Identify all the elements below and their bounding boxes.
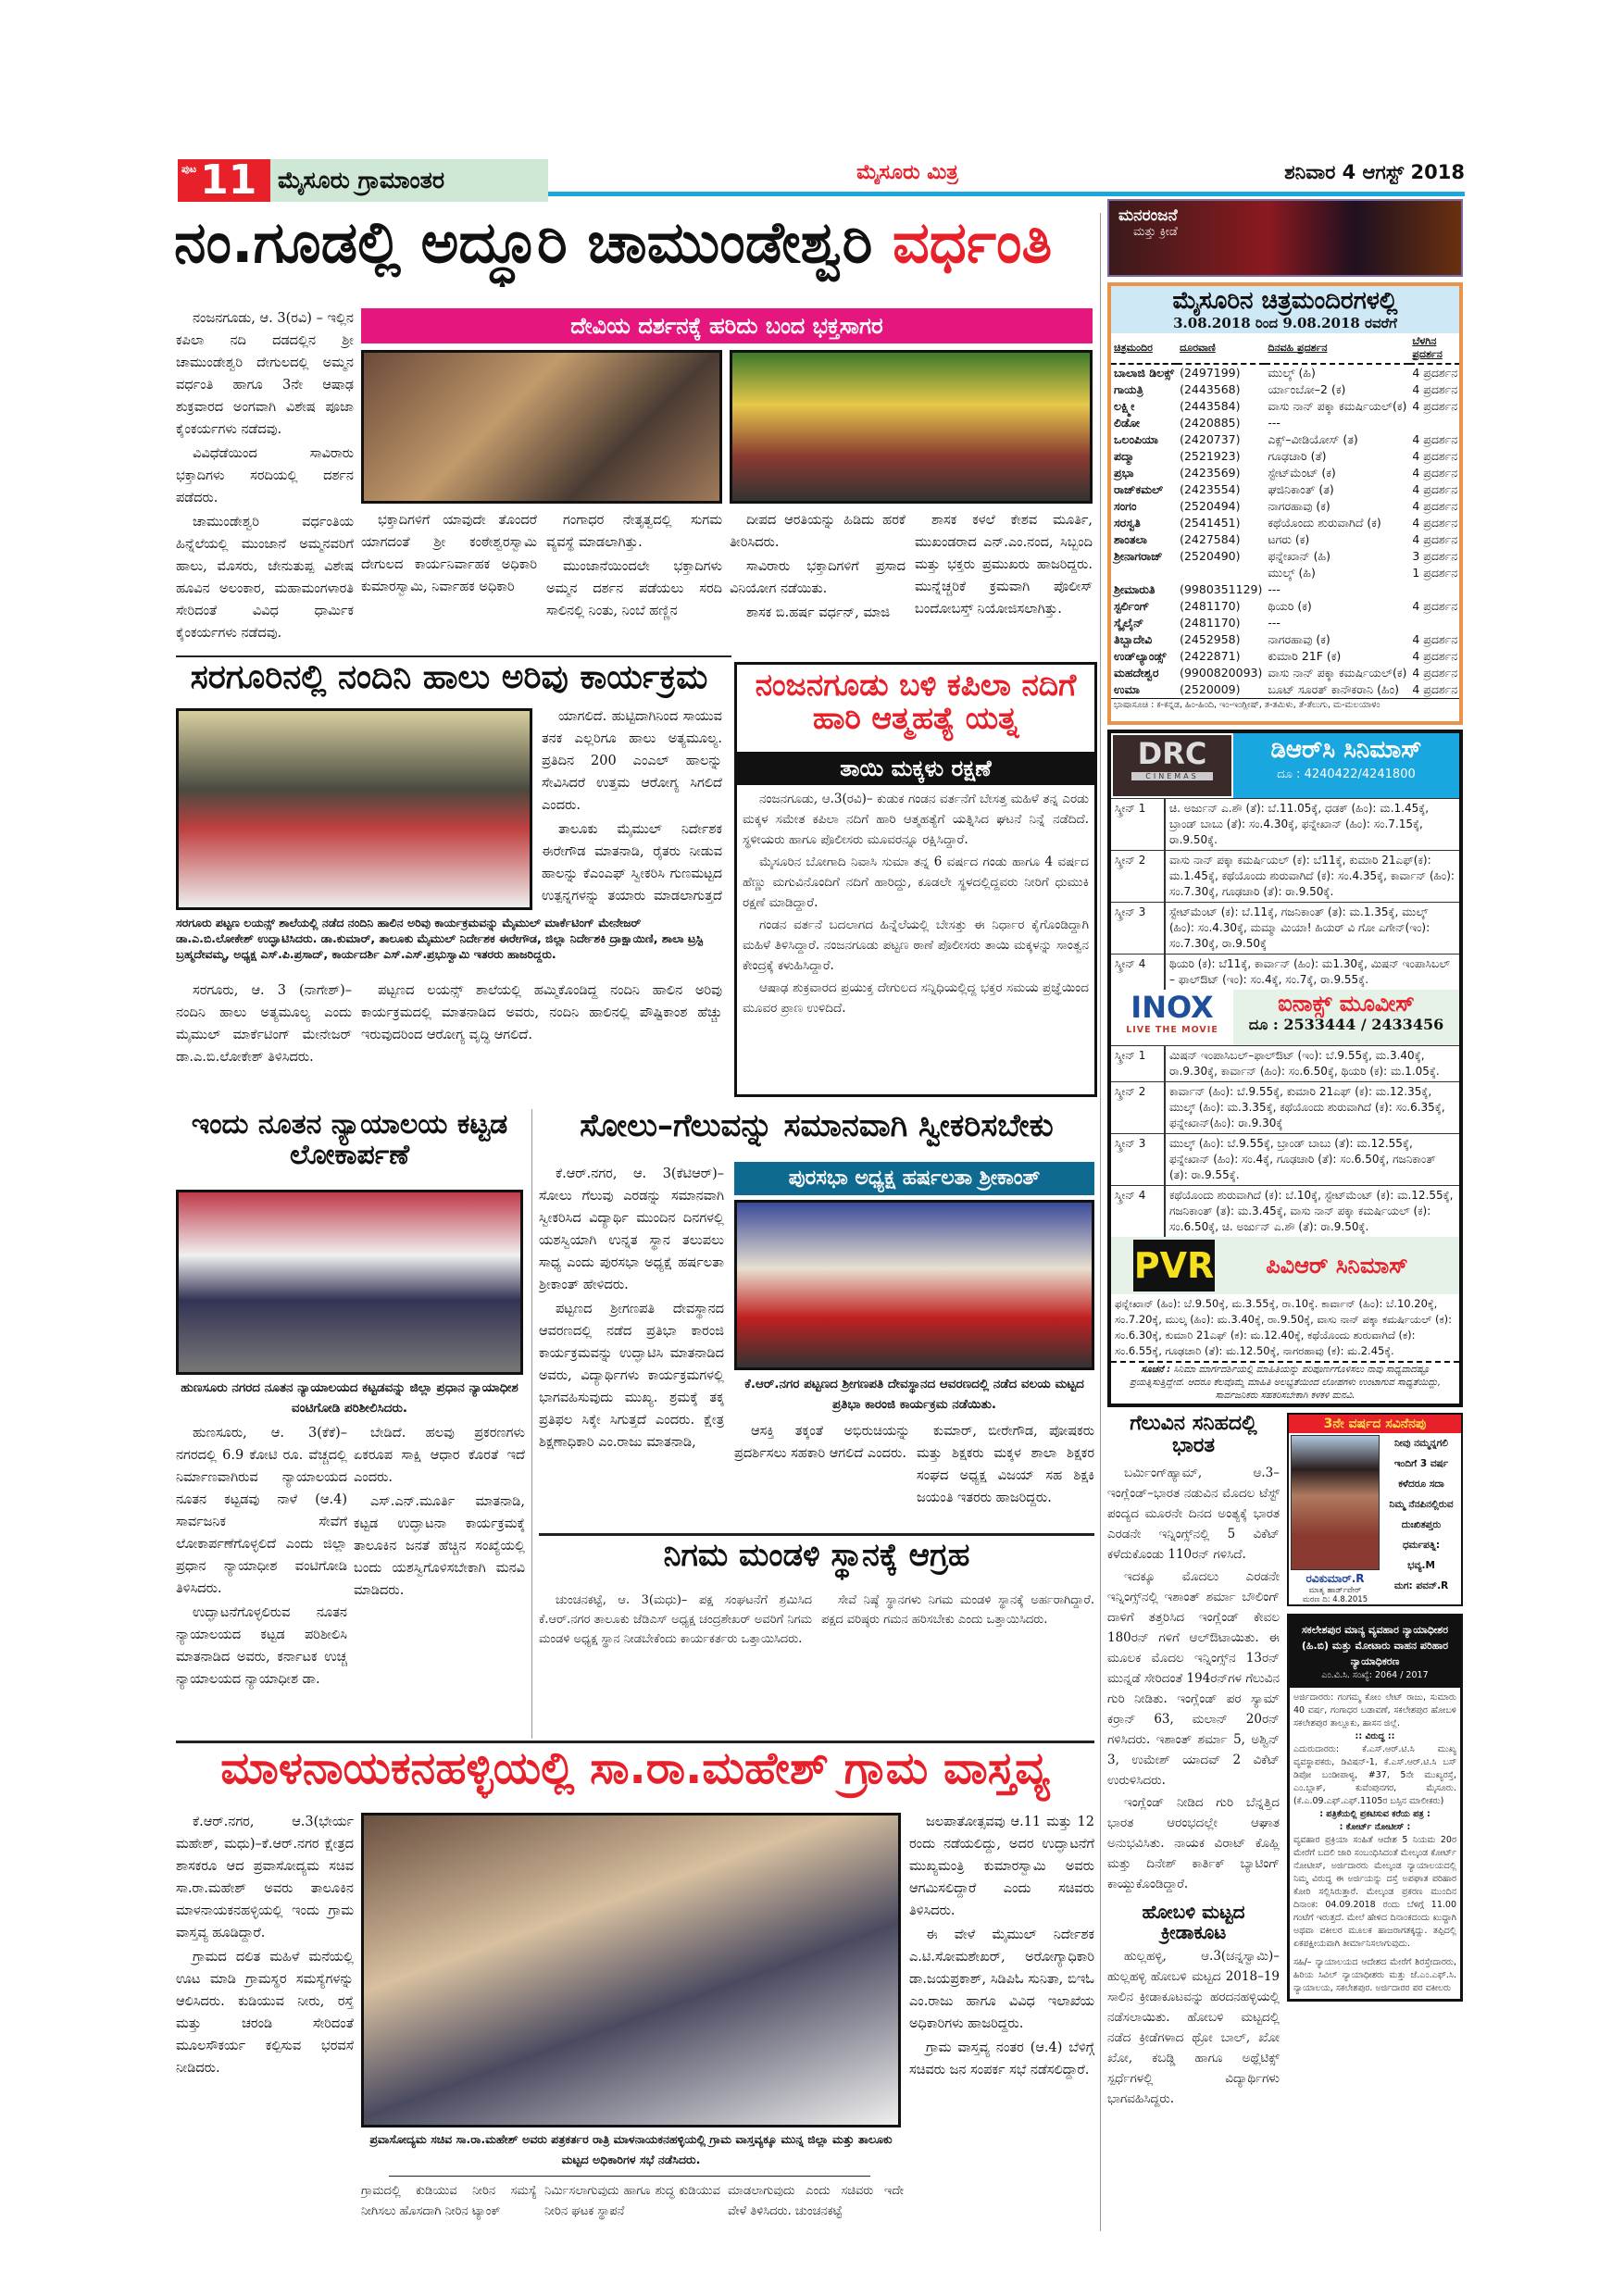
grama-right bbox=[909, 1811, 1094, 2227]
phone: (2520494) bbox=[1180, 499, 1241, 514]
shows: 4 ಪ್ರದರ್ಶನ bbox=[1412, 431, 1458, 446]
paragraph: ಯಾಗಲಿದೆ. ಹುಟ್ಟಿದಾಗಿನಿಂದ ಸಾಯುವ ತನಕ ಎಲ್ಲರಿಗೂ ಹಾಲು ಅತ್ಯಮೂಲ್ಯ. ಪ್ರತಿದಿನ 200 ಎಂಎಲ್ ಹಾಲನ್ನು ಸೇವಿಸಿದರೆ ಉತ್ತಮ ಆರೋಗ್ಯ ಸಿಗಲಿದೆ ಎಂದರು. bbox=[542, 709, 722, 813]
obituary-box bbox=[1287, 1413, 1463, 1606]
page-label: ಪುಟ bbox=[181, 163, 197, 175]
theatre-name: ಮಹದೇಶ್ವರ bbox=[1114, 665, 1159, 680]
film: --- bbox=[1268, 582, 1280, 597]
entertainment-banner bbox=[1107, 199, 1463, 277]
screen-row bbox=[1111, 799, 1459, 851]
page-number: 11 bbox=[200, 159, 257, 202]
screen-row bbox=[1111, 1134, 1459, 1186]
shows bbox=[1409, 415, 1460, 431]
screen-row bbox=[1111, 955, 1459, 991]
cricket-body bbox=[1107, 1463, 1280, 1894]
nigama-headline: ನಿಗಮ ಮಂಡಳಿ ಸ್ಥಾನಕ್ಕೆ ಆಗ್ರಹ bbox=[663, 1539, 970, 1574]
pvr-logo: PVR bbox=[1133, 1240, 1215, 1292]
divider bbox=[389, 2176, 870, 2177]
column-header: ಚಿತ್ರಮಂದಿರ bbox=[1114, 341, 1153, 354]
phone: (2452958) bbox=[1180, 632, 1241, 647]
paragraph: ಬೇಡಿದೆ. ಹಲವು ಪ್ರಕರಣಗಳು ಏಕರೂಪ ಸಾಕ್ಷಿ ಆಧಾರ ಕೊರತೆ ಇದೆ ಎಂದರು. bbox=[354, 1426, 525, 1485]
theatre-name: ಶ್ರೀನಾಗರಾಜ್ bbox=[1114, 548, 1163, 563]
drc-phone: ದೂ : 4240422/4241800 bbox=[1277, 767, 1416, 781]
shows: 4 ಪ್ರದರ್ಶನ bbox=[1412, 681, 1458, 696]
notice-text: ವ್ಯವಹಾರ ಪ್ರಕ್ರಿಯಾ ಸಂಹಿತೆ ಆದೇಶ 5 ನಿಯಮ 20ರ ಮೇರೆಗೆ ಬದಲಿ ಜಾರಿ ಸಂಬಂಧಿಸಿದಂತೆ ಮೇಲ್ಕಂಡ ಕೋರ್ಟ್ ನೋಟೀಸ್, ಅರ್ಜಿದಾರರು ಮೇಲ್ಕಂಡ ನ್ಯಾಯಾಲಯದಲ್ಲಿ ನಿಮ್ಮ ವಿರುದ್ಧ ಈ ಅರ್ಜಿಯನ್ನು ದಸ್ತೆ ಅಪಘಾತ ಪರಿಹಾರ ಕೋರಿ ಸಲ್ಲಿಸಿರುತ್ತಾರೆ. ಮೇಲ್ಕಂಡ ಪ್ರಕರಣ ಮುಂದಿನ ದಿನಾಂಕ: 04.09.2018 ರಂದು ಬೆಳಿಗ್ಗೆ 11.00 ಗಂಟೆಗೆ ಇರುತ್ತದೆ. ಮೇಲೆ ಹೇಳಿದ ದಿನಾಂಕದಂದು ಖುದ್ದಾಗಿ ಅಥವಾ ವಕೀಲರ ಮೂಲಕ ಹಾಜರಾಗತಕ್ಕದ್ದು. ತಪ್ಪಿದಲ್ಲಿ ಏಕಪಕ್ಷೀಯವಾಗಿ ತೀರ್ಮಾನಿಸಲಾಗುವುದು. bbox=[1293, 1835, 1456, 1949]
cinema-row bbox=[1111, 515, 1460, 531]
film: ಗೂಢಚಾರಿ (ತೆ) bbox=[1268, 448, 1327, 463]
theatre-name: ಸ್ಟರ್ಲಿಂಗ್ bbox=[1114, 598, 1150, 613]
obituary-line: ನಿಮ್ಮ ನೆನಪಿನಲ್ಲಿರುವ bbox=[1389, 1499, 1454, 1510]
nanjangud-subhead: ತಾಯಿ ಮಕ್ಕಳು ರಕ್ಷಣೆ bbox=[737, 752, 1094, 785]
divider bbox=[176, 655, 731, 657]
cinema-row bbox=[1111, 581, 1460, 598]
court-photo bbox=[176, 1190, 523, 1375]
sargur-headline: ಸರಗೂರಿನಲ್ಲಿ ನಂದಿನಿ ಹಾಲು ಅರಿವು ಕಾರ್ಯಕ್ರಮ bbox=[190, 659, 708, 696]
phone: (2443568) bbox=[1180, 382, 1241, 397]
language-legend: ಭಾಷಾಸೂಚಿ : ಕ-ಕನ್ನಡ, ಹಿಂ-ಹಿಂದಿ, ಇಂ-ಇಂಗ್ಲೀಷ್, ತ-ತಮಿಳು, ತೆ-ತೆಲುಗು, ಮ-ಮಲಯಾಳಂ bbox=[1111, 698, 1459, 711]
phone: (2427584) bbox=[1180, 532, 1241, 547]
drc-logo-sub: CINEMAS bbox=[1131, 772, 1213, 780]
paragraph: ಪಟ್ಟಣದ ಶ್ರೀಗಣಪತಿ ದೇವಸ್ಥಾನದ ಆವರಣದಲ್ಲಿ ನಡೆದ ಪ್ರತಿಭಾ ಕಾರಂಜಿ ಕಾರ್ಯಕ್ರಮವನ್ನು ಉದ್ಘಾಟಿಸಿ ಮಾತನಾಡಿದ ಅವರು, ವಿದ್ಯಾರ್ಥಿಗಳು ಕಾರ್ಯಕ್ರಮಗಳಲ್ಲಿ ಭಾಗವಹಿಸುವುದು ಮುಖ್ಯ. ಶ್ರಮಕ್ಕೆ ತಕ್ಕ ಪ್ರತಿಫಲ ಸಿಕ್ಕೇ ಸಿಗುತ್ತದೆ ಎಂದರು. ಕ್ಷೇತ್ರ ಶಿಕ್ಷಣಾಧಿಕಾರಿ ಎಂ.ರಾಜು ಮಾತನಾಡಿ, bbox=[539, 1302, 724, 1450]
theatre-name: ಉಮಾ bbox=[1114, 681, 1140, 696]
shows: 4 ಪ್ರದರ್ಶನ bbox=[1412, 631, 1458, 646]
column-header: ದೂರವಾಣಿ bbox=[1180, 341, 1216, 354]
solu-caption: ಕೆ.ಆರ್.ನಗರ ಪಟ್ಟಣದ ಶ್ರೀಗಣಪತಿ ದೇವಸ್ಥಾನದ ಆವರಣದಲ್ಲಿ ನಡೆದ ವಲಯ ಮಟ್ಟದ ಪ್ರತಿಭಾ ಕಾರಂಜಿ ಕಾರ್ಯಕ್ರಮ ನಡೆಯಿತು. bbox=[744, 1377, 1084, 1412]
grama-photo bbox=[361, 1813, 901, 2128]
cinema-row bbox=[1111, 381, 1460, 398]
cinema-row bbox=[1111, 631, 1460, 648]
screen-showtimes: ಮಿಷನ್ ಇಂಪಾಸಿಬಲ್–ಫಾಲ್‌ಔಟ್ (ಇಂ): ಬೆ.9.55ಕ್ಕೆ, ಮ.3.40ಕ್ಕೆ, ರಾ.9.30ಕ್ಕೆ, ಕಾರ್ವಾನ್ (ಹಿಂ): ಸಂ.6.50ಕ್ಕೆ, ಥಿಯರಿ (ಕ): ಮ.1.05ಕ್ಕೆ. bbox=[1165, 1046, 1459, 1082]
lead-col1 bbox=[176, 307, 354, 650]
screen-label: ಸ್ಕ್ರೀನ್ 4 bbox=[1111, 1186, 1165, 1238]
theatre-name: ಗಾಯತ್ರಿ bbox=[1114, 381, 1143, 396]
sargur-below-1 bbox=[176, 980, 352, 1100]
screen-row bbox=[1111, 1082, 1459, 1134]
phone bbox=[1177, 565, 1265, 581]
grama-below-3: ಮಾಡಲಾಗುವುದು ಎಂದು ಸಚಿವರು ಇದೇ ವೇಳೆ ತಿಳಿಸಿದರು. ಚುಂಚನಕಟ್ಟೆ bbox=[728, 2184, 904, 2218]
shows: 3 ಪ್ರದರ್ಶನ bbox=[1412, 548, 1458, 563]
obituary-business: ಮಾತೃ ಹಾರ್ಡ್‌ವೇರ್ bbox=[1308, 1586, 1362, 1595]
paragraph: ಈ ವೇಳೆ ಮೈಮುಲ್ ನಿರ್ದೇಶಕ ಎ.ಟಿ.ಸೋಮಶೇಖರ್, ಅರೋಗ್ಯಾಧಿಕಾರಿ ಡಾ.ಜಯಪ್ರಕಾಶ್, ಸಿಡಿಪಿಓ ಸುನಿತಾ, ಬಿಇಓ ಎಂ.ರಾಜು ಹಾಗೂ ವಿವಿಧ ಇಲಾಖೆಯ ಅಧಿಕಾರಿಗಳು ಹಾಜರಿದ್ದರು. bbox=[909, 1928, 1094, 2031]
film: ಟಗರು (ಕ) bbox=[1268, 531, 1310, 546]
drc-logo-text: DRC bbox=[1137, 736, 1207, 771]
cinema-row bbox=[1111, 615, 1460, 631]
masthead: ಮೈಸೂರು ಮಿತ್ರ bbox=[856, 161, 958, 184]
nigama-col2 bbox=[821, 1591, 1094, 1739]
lead-photo-1 bbox=[361, 350, 722, 504]
lead-headline bbox=[174, 211, 1100, 287]
theatre-name: ರಾಜ್‌ಕಮಲ್ bbox=[1114, 481, 1164, 496]
court-caption: ಹುಣಸೂರು ನಗರದ ನೂತನ ನ್ಯಾಯಾಲಯದ ಕಟ್ಟಡವನ್ನು ಜಿಲ್ಲಾ ಪ್ರಧಾನ ನ್ಯಾಯಾಧೀಶ ವಂಟಿಗೋಡಿ ಪರಿಶೀಲಿಸಿದರು. bbox=[181, 1380, 518, 1416]
obituary-line: ಇಂದಿಗೆ 3 ವರ್ಷ bbox=[1393, 1458, 1449, 1469]
paragraph: ಚಾಮುಂಡೇಶ್ವರಿ ವರ್ಧಂತಿಯ ಹಿನ್ನೆಲೆಯಲ್ಲಿ ಮುಂಜಾನೆ ಅಮ್ಮನವರಿಗೆ ಹಾಲು, ಮೊಸರು, ಜೇನುತುಪ್ಪ ವಿಶೇಷ ಹೂವಿನ ಅಲಂಕಾರ, ಮಹಾಮಂಗಳಾರತಿ ಸೇರಿದಂತೆ ವಿವಿಧ ಧಾರ್ಮಿಕ ಕೈಂಕರ್ಯಗಳು ನಡೆದವು. bbox=[176, 515, 354, 641]
paragraph: ಕುಮಾರ್, ಬೀರೇಗೌಡ, ಪೋಷಕರು ಮತ್ತು ಶಿಕ್ಷಕರು ಮಕ್ಕಳ ಶಾಲಾ ಶಿಕ್ಷಕರ ಸಂಘದ ಅಧ್ಯಕ್ಷ ವಿಜಯ್ ಸಹ ಶಿಕ್ಷಕಿ ಜಯಂತಿ ಇತರರು ಹಾಜರಿದ್ದರು. bbox=[917, 1424, 1094, 1505]
cinema-row bbox=[1111, 481, 1460, 498]
phone: (2423569) bbox=[1180, 466, 1241, 480]
screen-showtimes: ಚಿ. ಅರ್ಜುನ್ ಎ.ಶೌ (ತೆ): ಬೆ.11.05ಕ್ಕೆ, ಧಡಕ್ (ಹಿಂ): ಮ.1.45ಕ್ಕೆ, ಬ್ರಾಂಡ್ ಬಾಬು (ತೆ): ಸಂ.4.30ಕ್ಕೆ, ಫನ್ನೇಖಾನ್ (ಹಿಂ): ಸಂ.7.15ಕ್ಕೆ, ರಾ.9.50ಕ್ಕೆ. bbox=[1165, 799, 1459, 851]
grama-headline: ಮಾಳನಾಯಕನಹಳ್ಳಿಯಲ್ಲಿ ಸಾ.ರಾ.ಮಹೇಶ್ ಗ್ರಾಮ ವಾಸ್ತವ್ಯ bbox=[220, 1744, 1050, 1794]
phone: (2541451) bbox=[1180, 516, 1241, 530]
pvr-note: ಸಿನಿಮಾ ಮಾರ್ಗದರ್ಶಿಯಲ್ಲಿ ಮಾಹಿತಿಯನ್ನು ಪರಿಪೂರ್ಣಗೊಳಿಸಲು ನಾವು ಸಾಧ್ಯವಾದಷ್ಟೂ ಪ್ರಯತ್ನಿಸುತ್ತಿದ್ದೇವೆ. ಆದರೂ ಕೆಲವೊಮ್ಮೆ ಮಾಹಿತಿ ಅಲಭ್ಯತೆಯಿಂದ ಲೋಪಗಳು ಉಂಟಾಗುವ ಸಾಧ್ಯತೆಯಿದ್ದು, ಸಾರ್ವಜನಿಕರು ಸಹಕರಿಸಬೇಕಾಗಿ ಕಳಕಳಿ ಮನವಿ. bbox=[1129, 1365, 1441, 1401]
notice-vs: :: ವಿರುದ್ಧ :: bbox=[1355, 1731, 1395, 1741]
paragraph: ಚುಂಚನಕಟ್ಟೆ, ಆ. 3(ಮಧು)– ಪಕ್ಷ ಸಂಘಟನೆಗೆ ಶ್ರಮಿಸಿದ ಕೆ.ಆರ್.ನಗರ ತಾಲೂಕು ಜೆಡಿಎಸ್ ಅಧ್ಯಕ್ಷ ಚಂದ್ರಶೇಖರ್ ಅವರಿಗೆ ನಿಗಮ ಮಂಡಳಿ ಅಧ್ಯಕ್ಷ ಸ್ಥಾನ ನೀಡಬೇಕೆಂದು ಕಾರ್ಯಕರ್ತರು ಒತ್ತಾಯಿಸಿದರು. bbox=[539, 1593, 812, 1646]
theatre-name: ಸರಸ್ವತಿ bbox=[1114, 515, 1141, 530]
paragraph: ಹುಣಸೂರು, ಆ. 3(ಕೆಕೆ)– ನಗರದಲ್ಲಿ 6.9 ಕೋಟಿ ರೂ. ವೆಚ್ಚದಲ್ಲಿ ನಿರ್ಮಾಣವಾಗಿರುವ ನ್ಯಾಯಾಲಯದ ನೂತನ ಕಟ್ಟಡವು ನಾಳೆ (ಆ.4) ಸಾರ್ವಜನಿಕ ಸೇವೆಗೆ ಲೋಕಾರ್ಪಣೆಗೊಳ್ಳಲಿದೆ ಎಂದು ಜಿಲ್ಲಾ ಪ್ರಧಾನ ನ್ಯಾಯಾಧೀಶ ವಂಟಿಗೋಡಿ ತಿಳಿಸಿದರು. bbox=[176, 1426, 347, 1596]
screen-label: ಸ್ಕ್ರೀನ್ 1 bbox=[1111, 799, 1165, 851]
cinema-row bbox=[1111, 498, 1460, 515]
theatre-name: ಶಾಂತಲಾ bbox=[1114, 531, 1147, 546]
grama-caption: ಪ್ರವಾಸೋದ್ಯಮ ಸಚಿವ ಸಾ.ರಾ.ಮಹೇಶ್ ಅವರು ಪತ್ರಕರ್ತರ ರಾತ್ರಿ ಮಾಳನಾಯಕನಹಳ್ಳಿಯಲ್ಲಿ ಗ್ರಾಮ ವಾಸ್ತವ್ಯಕ್ಕೂ ಮುನ್ನ ಜಿಲ್ಲಾ ಮತ್ತು ತಾಲೂಕು ಮಟ್ಟದ ಅಧಿಕಾರಿಗಳ ಸಭೆ ನಡೆಸಿದರು. bbox=[369, 2132, 893, 2166]
screen-showtimes: ಕಥೆಯೊಂದು ಶುರುವಾಗಿದೆ (ಕ): ಬೆ.10ಕ್ಕೆ, ಸ್ಟೇಟ್‌ಮೆಂಟ್ (ಕ): ಮ.12.55ಕ್ಕೆ, ಗಜನಿಕಾಂತ್ (ತ): ಮ.3.45ಕ್ಕೆ, ವಾಸು ನಾನ್ ಪಕ್ಕಾ ಕಮರ್ಷಿಯಲ್ (ಕ): ಸಂ.6.50ಕ್ಕೆ, ಚಿ. ಅರ್ಜುನ್ ಎ.ಶೌ (ತೆ): ರಾ.9.50ಕ್ಕೆ. bbox=[1165, 1186, 1459, 1238]
paragraph: ನಂಜನಗೂಡು, ಆ. 3(ರವಿ) – ಇಲ್ಲಿನ ಕಪಿಲಾ ನದಿ ದಡದಲ್ಲಿನ ಶ್ರೀ ಚಾಮುಂಡೇಶ್ವರಿ ದೇಗುಲದಲ್ಲಿ ಅಮ್ಮನ ವರ್ಧಂತಿ ಹಾಗೂ 3ನೇ ಆಷಾಢ ಶುಕ್ರವಾರದ ಅಂಗವಾಗಿ ವಿಶೇಷ ಪೂಜಾ ಕೈಂಕರ್ಯಗಳು ನಡೆದವು. bbox=[176, 311, 354, 437]
paragraph: ಮೈಸೂರಿನ ಬೋಗಾದಿ ನಿವಾಸಿ ಸುಮಾ ತನ್ನ 6 ವರ್ಷದ ಗಂಡು ಹಾಗೂ 4 ವರ್ಷದ ಹೆಣ್ಣು ಮಗುವಿನೊಂದಿಗೆ ನದಿಗೆ ಹಾರಿದ್ದು, ಕೂಡಲೇ ಸ್ಥಳದಲ್ಲಿದ್ದವರು ನೀರಿಗೆ ಧುಮುಕಿ ರಕ್ಷಣೆ ಮಾಡಿದ್ದಾರೆ. bbox=[743, 855, 1089, 910]
cinema-table bbox=[1111, 333, 1460, 698]
screen-row bbox=[1111, 903, 1459, 955]
sidebar-left-col bbox=[1107, 1413, 1280, 2111]
film: ಮುಲ್ಕ್ (ಹಿ) bbox=[1268, 565, 1316, 580]
shows: 4 ಪ್ರದರ್ಶನ bbox=[1412, 598, 1458, 613]
header-rule bbox=[548, 192, 1465, 196]
screen-label: ಸ್ಕ್ರೀನ್ 3 bbox=[1111, 1134, 1165, 1186]
inox-tagline: LIVE THE MOVIE bbox=[1126, 1025, 1218, 1035]
theatre-name: ಸಂಗಂ bbox=[1114, 498, 1137, 513]
paragraph: ವಿವಿಧೆಡೆಯಿಂದ ಸಾವಿರಾರು ಭಕ್ತಾದಿಗಳು ಸರದಿಯಲ್ಲಿ ದರ್ಶನ ಪಡೆದರು. bbox=[176, 446, 354, 505]
drc-box bbox=[1107, 730, 1463, 990]
cinema-row bbox=[1111, 431, 1460, 448]
shows: 4 ಪ್ರದರ್ಶನ bbox=[1412, 365, 1458, 380]
paragraph: ದೀಪದ ಆರತಿಯನ್ನು ಹಿಡಿದು ಹರಕೆ ತೀರಿಸಿದರು. bbox=[730, 513, 906, 550]
lead-col2 bbox=[361, 509, 537, 648]
film: --- bbox=[1268, 416, 1280, 430]
nigama-col1 bbox=[539, 1591, 812, 1739]
screen-row bbox=[1111, 851, 1459, 903]
divider bbox=[539, 1533, 1094, 1536]
cinema-row bbox=[1111, 598, 1460, 615]
pvr-note-label: ಸೂಚನೆ : bbox=[1141, 1365, 1171, 1375]
cinema-row bbox=[1111, 415, 1460, 431]
notice-case-no: ಎಂ.ವಿ.ಸಿ. ಸಂಖ್ಯೆ: 2064 / 2017 bbox=[1321, 1670, 1429, 1680]
cinema-row bbox=[1111, 665, 1460, 681]
paragraph: ಉದ್ಘಾಟನೆಗೊಳ್ಳಲಿರುವ ನೂತನ ನ್ಯಾಯಾಲಯದ ಕಟ್ಟಡ ಪರಿಶೀಲಿಸಿ ಮಾತನಾಡಿದ ಅವರು, ಕರ್ನಾಟಕ ಉಚ್ಚ ನ್ಯಾಯಾಲಯದ ನ್ಯಾಯಾಧೀಶ ಡಾ. bbox=[176, 1605, 347, 1687]
film: ಬೂಟ್ ಸೂರತ್ ಕಾನೌಕರಾನಿ (ಹಿಂ) bbox=[1268, 681, 1399, 696]
obituary-death-date: ಮರಣ ದಿ: 4.8.2015 bbox=[1302, 1595, 1368, 1604]
grama-below-2: ನಿರ್ಮಿಸಲಾಗುವುದು ಹಾಗೂ ಶುದ್ಧ ಕುಡಿಯುವ ನೀರಿನ ಘಟಕ ಸ್ಥಾಪನೆ bbox=[544, 2184, 720, 2218]
sargur-below-2 bbox=[361, 980, 722, 1100]
cinema-row bbox=[1111, 448, 1460, 465]
shows: 4 ಪ್ರದರ್ಶನ bbox=[1412, 398, 1458, 413]
paragraph: ಸಾವಿರಾರು ಭಕ್ತಾದಿಗಳಿಗೆ ಪ್ರಸಾದ ವಿನಿಯೋಗ ನಡೆಯಿತು. bbox=[730, 559, 906, 596]
shows bbox=[1409, 615, 1460, 631]
screen-label: ಸ್ಕ್ರೀನ್ 4 bbox=[1111, 955, 1165, 991]
phone: (9980351129) bbox=[1180, 582, 1263, 597]
cinema-dates: 3.08.2018 ರಿಂದ 9.08.2018 ರವರೆಗೆ bbox=[1173, 314, 1397, 331]
paragraph: ಮುಂಜಾನೆಯಿಂದಲೇ ಭಕ್ತಾದಿಗಳು ಅಮ್ಮನ ದರ್ಶನ ಪಡೆಯಲು ಸರದಿ ಸಾಲಿನಲ್ಲಿ ನಿಂತು, ನಿಂಬೆ ಹಣ್ಣಿನ bbox=[546, 559, 722, 618]
paragraph: ಸೇವೆ ನಿಷ್ಠೆ ಸ್ಥಾನಗಳು ನಿಗಮ ಮಂಡಳಿ ಸ್ಥಾನಕ್ಕೆ ಅರ್ಹರಾಗಿದ್ದಾರೆ. ಪಕ್ಷದ ವರಿಷ್ಠರು ಗಮನ ಹರಿಸಬೇಕು ಎಂದು ಒತ್ತಾಯಿಸಿದರು. bbox=[821, 1593, 1094, 1627]
court-headline: ಇಂದು ನೂತನ ನ್ಯಾಯಾಲಯ ಕಟ್ಟಡ ಲೋಕಾರ್ಪಣೆ bbox=[191, 1109, 508, 1171]
shows: 1 ಪ್ರದರ್ಶನ bbox=[1412, 565, 1458, 580]
paragraph: ಆಷಾಢ ಶುಕ್ರವಾರದ ಪ್ರಯುಕ್ತ ದೇಗುಲದ ಸನ್ನಿಧಿಯಲ್ಲಿದ್ದ ಭಕ್ತರ ಸಮಯ ಪ್ರಜ್ಞೆಯಿಂದ ಮೂವರ ಪ್ರಾಣ ಉಳಿದಿದೆ. bbox=[743, 980, 1089, 1016]
court-col1 bbox=[176, 1422, 347, 1741]
court-notice bbox=[1287, 1614, 1463, 2002]
pvr-box bbox=[1107, 1237, 1463, 1407]
film: ಸ್ಟೇಟ್‌ಮೆಂಟ್ (ಕ) bbox=[1268, 465, 1336, 480]
paragraph: ಪಟ್ಟಣದ ಲಯನ್ಸ್ ಶಾಲೆಯಲ್ಲಿ ಹಮ್ಮಿಕೊಂಡಿದ್ದ ನಂದಿನಿ ಹಾಲಿನ ಅರಿವು ಕಾರ್ಯಕ್ರಮದಲ್ಲಿ ಮಾತನಾಡಿದ ಅವರು, ನಂದಿನಿ ಹಾಲಿನಲ್ಲಿ ಪೌಷ್ಟಿಕಾಂಶ ಹೆಚ್ಚು ಇರುವುದರಿಂದ ಆರೋಗ್ಯ ವೃದ್ಧಿ ಆಗಲಿದೆ. bbox=[361, 983, 722, 1042]
phone: (2420737) bbox=[1180, 432, 1241, 447]
cinema-row bbox=[1111, 398, 1460, 415]
screen-row bbox=[1111, 1186, 1459, 1238]
film: ಘಜಿನಿಕಾಂತ್ (ತ) bbox=[1268, 481, 1334, 496]
page-number-badge bbox=[178, 159, 270, 202]
phone: (2443584) bbox=[1180, 399, 1241, 414]
sidebar-flow bbox=[1107, 730, 1463, 2111]
film: ಫನ್ನೇಖಾನ್ (ಹಿ) bbox=[1268, 548, 1330, 563]
sports-body bbox=[1107, 1946, 1280, 2109]
film: ಥಿಯರಿ (ಕ) bbox=[1268, 598, 1312, 613]
shows: 4 ಪ್ರದರ್ಶನ bbox=[1412, 381, 1458, 396]
film: ರ್ಯಾಂಬೋ–2 (ಕ) bbox=[1268, 381, 1346, 396]
lead-col3 bbox=[546, 509, 722, 648]
theatre-name: ಪ್ರಭಾ bbox=[1114, 465, 1134, 480]
screen-label: ಸ್ಕ್ರೀನ್ 1 bbox=[1111, 1046, 1165, 1082]
paragraph: ಗಂಗಾಧರ ನೇತೃತ್ವದಲ್ಲಿ ಸುಗಮ ವ್ಯವಸ್ಥೆ ಮಾಡಲಾಗಿತ್ತು. bbox=[546, 513, 722, 550]
phone: (2497199) bbox=[1180, 366, 1241, 381]
sports-headline: ಹೋಬಳಿ ಮಟ್ಟದ ಕ್ರೀಡಾಕೂಟ bbox=[1142, 1901, 1245, 1944]
film: ಎಕ್ಸ್–ವೀಡಿಯೋಸ್ (ತ) bbox=[1268, 431, 1358, 446]
paragraph: ಇಂಗ್ಲೆಂಡ್ ನೀಡಿದ ಗುರಿ ಬೆನ್ನತ್ತಿದ ಭಾರತ ಆರಂಭದಲ್ಲೇ ಆಘಾತ ಅನುಭವಿಸಿತು. ನಾಯಕ ವಿರಾಟ್ ಕೊಹ್ಲಿ ಮತ್ತು ದಿನೇಶ್ ಕಾರ್ತಿಕ್ ಬ್ಯಾಟಿಂಗ್ ಕಾಯ್ದುಕೊಂಡಿದ್ದಾರೆ. bbox=[1107, 1795, 1280, 1892]
phone: (2420885) bbox=[1180, 416, 1241, 430]
shows: 4 ಪ್ರದರ್ಶನ bbox=[1412, 481, 1458, 496]
drc-logo bbox=[1111, 733, 1233, 798]
screen-showtimes: ಕಾರ್ವಾನ್ (ಹಿಂ): ಬೆ.9.55ಕ್ಕೆ, ಕುಮಾರಿ 21ಎಫ್ (ಕ): ಮ.12.35ಕ್ಕೆ, ಮುಲ್ಕ್ (ಹಿಂ): ಮ.3.35ಕ್ಕೆ, ಕಥೆಯೊಂದು ಶುರುವಾಗಿದೆ (ಕ): ಸಂ.6.35ಕ್ಕೆ, ಫನ್ನೇಖಾನ್(ಹಿಂ): ರಾ.9.30ಕ್ಕೆ bbox=[1165, 1082, 1459, 1134]
solu-headline: ಸೋಲು–ಗೆಲುವನ್ನು ಸಮಾನವಾಗಿ ಸ್ವೀಕರಿಸಬೇಕು bbox=[580, 1109, 1054, 1144]
inox-logo bbox=[1111, 990, 1233, 1045]
cinema-row bbox=[1111, 565, 1460, 581]
inox-box bbox=[1107, 990, 1463, 1237]
film: ಮುಲ್ಕ್ (ಹಿ) bbox=[1268, 365, 1316, 380]
theatre-name: ತಿಬ್ಬಾದೇವಿ bbox=[1114, 631, 1153, 646]
solu-subhead: ಪುರಸಭಾ ಅಧ್ಯಕ್ಷ ಹರ್ಷಲತಾ ಶ್ರೀಕಾಂತ್ bbox=[734, 1162, 1094, 1195]
lead-col5 bbox=[915, 509, 1093, 648]
obituary-line: ಕಳೆದರೂ ಸದಾ bbox=[1398, 1479, 1444, 1490]
screen-showtimes: ವಾಸು ನಾನ್ ಪಕ್ಕಾ ಕಮರ್ಷಿಯಲ್ (ಕ): ಬೆ11ಕ್ಕೆ, ಕುಮಾರಿ 21ಎಫ್(ಕ): ಮ.1.45ಕ್ಕೆ, ಕಥೆಯೊಂದು ಶುರುವಾಗಿದೆ (ಕ): ಸಂ.4.35ಕ್ಕೆ, ಕಾರ್ವಾನ್ (ಹಿಂ): ಸಂ.7.30ಕ್ಕೆ, ಗೂಢಚಾರಿ (ತೆ): ರಾ.9.50ಕ್ಕೆ. bbox=[1165, 851, 1459, 903]
section-title: ಮೈಸೂರು ಗ್ರಾಮಾಂತರ bbox=[270, 159, 548, 202]
shows: 4 ಪ್ರದರ್ಶನ bbox=[1412, 448, 1458, 463]
theatre-name: ಲಕ್ಷ್ಮೀ bbox=[1114, 398, 1135, 413]
paragraph: ಶಾಸಕ ಕಳಲೆ ಕೇಶವ ಮೂರ್ತಿ, ಮುಖಂಡರಾದ ಎನ್.ಎಂ.ನಂದ, ಸಿಬ್ಬಂದಿ ಮತ್ತು ಭಕ್ತರು ಪ್ರಮುಖರು ಹಾಜರಿದ್ದರು. ಮುನ್ನೆಚ್ಚರಿಕೆ ಕ್ರಮವಾಗಿ ಪೊಲೀಸ್ ಬಂದೋಬಸ್ತ್ ನಿಯೋಜಿಸಲಾಗಿತ್ತು. bbox=[915, 513, 1093, 617]
notice-petitioner: ಅರ್ಜಿದಾರರು: ಗಂಗಮ್ಮ ಕೋಂ ಲೇಟ್ ರಾಜು, ಸುಮಾರು 40 ವರ್ಷ, ಗಂಗಾಧರ ಬಡಾವಣೆ, ಸಕಲೇಶಪುರ ಹೋಬಳಿ ಸಕಲೇಶಪುರ ತಾಲ್ಲೂಕು, ಹಾಸನ ಜಿಲ್ಲೆ. bbox=[1293, 1692, 1456, 1728]
paragraph: ಜಲಪಾತೋತ್ಸವವು ಆ.11 ಮತ್ತು 12 ರಂದು ನಡೆಯಲಿದ್ದು, ಅದರ ಉದ್ಘಾಟನೆಗೆ ಮುಖ್ಯಮಂತ್ರಿ ಕುಮಾರಸ್ವಾಮಿ ಅವರು ಆಗಮಿಸಲಿದ್ದಾರೆ ಎಂದು ಸಚಿವರು ತಿಳಿಸಿದರು. bbox=[909, 1815, 1094, 1918]
divider bbox=[1100, 213, 1101, 2231]
cinema-row bbox=[1111, 548, 1460, 565]
shows: 4 ಪ್ರದರ್ಶನ bbox=[1412, 648, 1458, 663]
theatre-name: ಶ್ರೀಮಾರುತಿ bbox=[1114, 581, 1156, 596]
notice-head-2: : ಕೋರ್ಟ್ ನೋಟೀಸ್ : bbox=[1339, 1822, 1411, 1832]
shows: 4 ಪ್ರದರ್ಶನ bbox=[1412, 498, 1458, 513]
screen-row bbox=[1111, 1046, 1459, 1082]
cricket-headline: ಗೆಲುವಿನ ಸನಿಹದಲ್ಲಿ ಭಾರತ bbox=[1130, 1412, 1257, 1458]
paragraph: ಇದಕ್ಕೂ ಮೊದಲು ಎರಡನೇ ಇನ್ನಿಂಗ್ಸ್‌ನಲ್ಲಿ ಇಶಾಂತ್ ಶರ್ಮಾ ಬೌಲಿಂಗ್ ದಾಳಿಗೆ ತತ್ತರಿಸಿದ ಇಂಗ್ಲೆಂಡ್ ಕೇವಲ 180ರನ್ ಗಳಿಗೆ ಆಲ್‌ಔಟಾಯಿತು. ಈ ಮೂಲಕ ಮೊದಲ ಇನ್ನಿಂಗ್ಸ್‌ನ 13ರನ್ ಮುನ್ನಡೆ ಸೇರಿದಂತೆ 194ರನ್‌ಗಳ ಗೆಲುವಿನ ಗುರಿ ನೀಡಿತು. ಇಂಗ್ಲೆಂಡ್ ಪರ ಸ್ಯಾಮ್ ಕರ್ರಾನ್ 63, ಮಲಾನ್ 20ರನ್ ಗಳಿಸಿದರು. ಇಶಾಂತ್ ಶರ್ಮಾ 5, ಅಶ್ವಿನ್ 3, ಉಮೇಶ್ ಯಾದವ್ 2 ವಿಕೆಟ್ ಉರುಳಿಸಿದರು. bbox=[1107, 1569, 1280, 1789]
drc-schedule bbox=[1111, 798, 1459, 990]
paragraph: ನಂಜನಗೂಡು, ಆ.3(ರವಿ)– ಕುಡುಕ ಗಂಡನ ವರ್ತನೆಗೆ ಬೇಸತ್ತ ಮಹಿಳೆ ತನ್ನ ಎರಡು ಮಕ್ಕಳ ಸಮೇತ ಕಪಿಲಾ ನದಿಗೆ ಹಾರಿ ಆತ್ಮಹತ್ಯೆಗೆ ಯತ್ನಿಸಿದ ಘಟನೆ ನಿನ್ನೆ ನಡೆದಿದೆ. ಸ್ಥಳೀಯರು ಹಾಗೂ ಪೊಲೀಸರು ಮೂವರನ್ನೂ ರಕ್ಷಿಸಿದ್ದಾರೆ. bbox=[743, 792, 1089, 847]
notice-footer: ಸಹಿ/– ನ್ಯಾಯಾಲಯದ ಆದೇಶದ ಮೇರೆಗೆ ಶಿರಸ್ತೇದಾರರು, ಹಿರಿಯ ಸಿವಿಲ್ ನ್ಯಾಯಾಧೀಶರು ಮತ್ತು ಜೆ.ಎಂ.ಎಫ್.ಸಿ. ನ್ಯಾಯಾಲಯ, ಸಕಲೇಶಪುರ. ಅರ್ಜಿದಾರರ ಪರ ವಕೀಲರು bbox=[1293, 1957, 1456, 1993]
theatre-name bbox=[1111, 565, 1177, 581]
lead-headline-black: ನಂ.ಗೂಡಲ್ಲಿ ಅದ್ಧೂರಿ ಚಾಮುಂಡೇಶ್ವರಿ bbox=[174, 211, 873, 276]
paragraph: ಕೆ.ಆರ್.ನಗರ, ಆ.3(ಭೇರ್ಯ ಮಹೇಶ್, ಮಧು)–ಕೆ.ಆರ್.ನಗರ ಕ್ಷೇತ್ರದ ಶಾಸಕರೂ ಆದ ಪ್ರವಾಸೋದ್ಯಮ ಸಚಿವ ಸಾ.ರಾ.ಮಹೇಶ್ ಅವರು ತಾಲೂಕಿನ ಮಾಳನಾಯಕನಹಳ್ಳಿಯಲ್ಲಿ ಇಂದು ಗ್ರಾಮ ವಾಸ್ತವ್ಯ ಹೂಡಿದ್ದಾರೆ. bbox=[176, 1815, 354, 1940]
screen-showtimes: ಥಿಯರಿ (ಕ): ಬೆ11ಕ್ಕೆ, ಕಾರ್ವಾನ್ (ಹಿಂ): ಮ1.30ಕ್ಕೆ, ಮಿಷನ್ ಇಂಪಾಸಿಬಲ್ – ಫಾಲ್‌ಔಟ್ (ಇಂ): ಸಂ.4ಕ್ಕೆ, ಸಂ.7ಕ್ಕೆ, ರಾ.9.55ಕ್ಕೆ. bbox=[1165, 955, 1459, 991]
paragraph: ಶಾಸಕ ಬಿ.ಹರ್ಷ ವರ್ಧನ್, ಮಾಜಿ bbox=[746, 605, 891, 620]
phone: (2481170) bbox=[1180, 616, 1241, 630]
paragraph: ಗಂಡನ ವರ್ತನೆ ಬದಲಾಗದ ಹಿನ್ನೆಲೆಯಲ್ಲಿ ಬೇಸತ್ತು ಈ ನಿರ್ಧಾರ ಕೈಗೊಂಡಿದ್ದಾಗಿ ಮಹಿಳೆ ತಿಳಿಸಿದ್ದಾರೆ. ನಂಜನಗೂಡು ಪಟ್ಟಣ ಠಾಣೆ ಪೊಲೀಸರು ತಾಯಿ ಮಕ್ಕಳನ್ನು ಸಾಂತ್ವನ ಕೇಂದ್ರಕ್ಕೆ ಕಳುಹಿಸಿದ್ದಾರೆ. bbox=[743, 917, 1089, 973]
grama-below-1: ಗ್ರಾಮದಲ್ಲಿ ಕುಡಿಯುವ ನೀರಿನ ಸಮಸ್ಯೆ ನೀಗಿಸಲು ಹೊಸದಾಗಿ ನೀರಿನ ಟ್ಯಾಂಕ್ bbox=[361, 2184, 537, 2218]
film: ಕಥೆಯೊಂದು ಶುರುವಾಗಿದೆ (ಕ) bbox=[1268, 515, 1381, 530]
obituary-line: ಮಗ: ಪವನ್.R bbox=[1393, 1580, 1449, 1591]
sidebar-right-col bbox=[1287, 1413, 1463, 2111]
banner-line2: ಮತ್ತು ಕ್ರೀಡೆ bbox=[1133, 225, 1178, 239]
cinema-title: ಮೈಸೂರಿನ ಚಿತ್ರಮಂದಿರಗಳಲ್ಲಿ bbox=[1172, 287, 1398, 315]
sargur-side bbox=[542, 705, 722, 911]
film: ನಾಗರಹಾವು (ಕ) bbox=[1268, 631, 1330, 646]
film: ನಾಗರಹಾವು (ಕ) bbox=[1268, 498, 1330, 513]
divider bbox=[531, 1109, 532, 1739]
solu-below-1 bbox=[734, 1420, 910, 1529]
drc-title: ಡಿಆರ್‌ಸಿ ಸಿನಿಮಾಸ್ bbox=[1270, 736, 1422, 764]
lead-subhead: ದೇವಿಯ ದರ್ಶನಕ್ಕೆ ಹರಿದು ಬಂದ ಭಕ್ತಸಾಗರ bbox=[361, 308, 1093, 343]
divider bbox=[176, 1741, 1094, 1743]
inox-logo-text: INOX bbox=[1131, 990, 1214, 1025]
paragraph: ತಾಲೂಕು ಮೈಮುಲ್ ನಿರ್ದೇಶಕ ಈರೇಗೌಡ ಮಾತನಾಡಿ, ರೈತರು ನೀಡುವ ಹಾಲನ್ನು ಕೆಎಂಎಫ್ ಸ್ವೀಕರಿಸಿ ಗುಣಮಟ್ಟದ ಉತ್ಪನ್ನಗಳನ್ನು ತಯಾರು ಮಾಡಲಾಗುತ್ತದೆ bbox=[542, 822, 722, 904]
obituary-title: 3ನೇ ವರ್ಷದ ಸವಿನೆನಪು bbox=[1289, 1415, 1461, 1433]
court-col2 bbox=[354, 1422, 525, 1741]
phone: (2422871) bbox=[1180, 649, 1241, 664]
obituary-line: ಭವ್ಯ.M bbox=[1407, 1560, 1435, 1571]
date: ಶನಿವಾರ 4 ಆಗಸ್ಟ್ 2018 bbox=[1284, 161, 1465, 183]
paragraph: ಬರ್ಮಿಂಗ್‌ಹ್ಯಾಮ್, ಆ.3– ಇಂಗ್ಲೆಂಡ್–ಭಾರತ ನಡುವಿನ ಮೊದಲ ಟೆಸ್ಟ್ ಪಂದ್ಯದ ಮೂರನೇ ದಿನದ ಅಂತ್ಯಕ್ಕೆ ಭಾರತ ಎರಡನೇ ಇನ್ನಿಂಗ್ಸ್‌ನಲ್ಲಿ 5 ವಿಕೆಟ್ ಕಳೆದುಕೊಂಡು 110ರನ್ ಗಳಿಸಿದೆ. bbox=[1107, 1466, 1280, 1563]
nanjangud-headline: ನಂಜನಗೂಡು ಬಳಿ ಕಪಿಲಾ ನದಿಗೆ ಹಾರಿ ಆತ್ಮಹತ್ಯೆ ಯತ್ನ bbox=[755, 668, 1077, 737]
screen-showtimes: ಮುಲ್ಕ್ (ಹಿಂ): ಬೆ.9.55ಕ್ಕೆ, ಬ್ರಾಂಡ್ ಬಾಬು (ತೆ): ಮ.12.55ಕ್ಕೆ, ಫನ್ನೇಖಾನ್ (ಹಿಂ): ಸಂ.4ಕ್ಕೆ, ಗೂಢಚಾರಿ (ತೆ): ಸಂ.6.50ಕ್ಕೆ, ಗಜನಿಕಾಂತ್ (ತ): ರಾ.9.55ಕ್ಕೆ. bbox=[1165, 1134, 1459, 1186]
film: ವಾಸು ನಾನ್ ಪಕ್ಕಾ ಕಮರ್ಷಿಯಲ್(ಕ) bbox=[1268, 665, 1407, 680]
lead-photo-2 bbox=[730, 350, 1093, 504]
lead-headline-red: ವರ್ಧಂತಿ bbox=[892, 211, 1053, 276]
solu-col bbox=[539, 1163, 724, 1529]
inox-schedule bbox=[1111, 1045, 1459, 1237]
paragraph: ಆಸಕ್ತಿ ತಕ್ಕಂತೆ ಅಭಿರುಚಿಯನ್ನು ಪ್ರದರ್ಶಿಸಲು ಸಹಕಾರಿ ಆಗಲಿದೆ ಎಂದರು. bbox=[734, 1424, 910, 1461]
phone: (2521923) bbox=[1180, 449, 1241, 464]
theatre-name: ಒಲಂಪಿಯಾ bbox=[1114, 431, 1158, 446]
lead-col4 bbox=[730, 509, 906, 648]
cinema-row bbox=[1111, 648, 1460, 665]
obituary-line: ನೀವು ನಮ್ಮನ್ನಗಲಿ bbox=[1394, 1438, 1448, 1449]
inox-phone: ದೂ : 2533444 / 2433456 bbox=[1248, 1016, 1444, 1034]
screen-showtimes: ಸ್ಟೇಟ್‌ಮೆಂಟ್ (ಕ): ಬೆ.11ಕ್ಕೆ, ಗಜನಿಕಾಂತ್ (ತ): ಮ.1.35ಕ್ಕೆ, ಮುಲ್ಕ್ (ಹಿಂ): ಸಂ.4.30ಕ್ಕೆ, ಮಮ್ಮಾ ಮಿಯಾ! ಹಿಯರ್ ವಿ ಗೋ ಎಗೇನ್(ಇಂ): ಸಂ.7.30ಕ್ಕೆ, ರಾ.9.50ಕ್ಕೆ bbox=[1165, 903, 1459, 955]
theatre-name: ಪದ್ಮಾ bbox=[1114, 448, 1135, 463]
notice-head-1: : ಪತ್ರಿಕೆಯಲ್ಲಿ ಪ್ರಕಟಿಸುವ ಕರೆಯ ಪತ್ರ : bbox=[1319, 1809, 1430, 1819]
pvr-title: ಪಿವಿಆರ್ ಸಿನಿಮಾಸ್ bbox=[1266, 1252, 1408, 1279]
banner-line1: ಮನರಂಜನೆ bbox=[1118, 206, 1178, 225]
theatre-name: ಬಾಲಾಜಿ ಡಿಲಕ್ಸ್ bbox=[1114, 365, 1175, 380]
inox-title: ಐನಾಕ್ಸ್ ಮೂವೀಸ್ bbox=[1278, 991, 1415, 1017]
theatre-name: ಉಡ್‌ಲ್ಯಾಂಡ್ಸ್ bbox=[1114, 648, 1167, 663]
shows: 4 ಪ್ರದರ್ಶನ bbox=[1412, 515, 1458, 530]
shows bbox=[1409, 581, 1460, 598]
sidebar-bottom bbox=[1107, 1413, 1463, 2111]
theatre-name: ಲಿಡೋ bbox=[1114, 415, 1141, 430]
column-header: ದಿನವಹಿ ಪ್ರದರ್ಶನ bbox=[1268, 341, 1328, 354]
paragraph: ಎಸ್.ಎನ್.ಮೂರ್ತಿ ಮಾತನಾಡಿ, ಕಟ್ಟಡ ಉದ್ಘಾಟನಾ ಕಾರ್ಯಕ್ರಮಕ್ಕೆ ತಾಲೂಕಿನ ಜನತೆ ಹೆಚ್ಚಿನ ಸಂಖ್ಯೆಯಲ್ಲಿ ಬಂದು ಯಶಸ್ವಿಗೊಳಿಸಬೇಕಾಗಿ ಮನವಿ ಮಾಡಿದರು. bbox=[354, 1494, 525, 1598]
obituary-line: ಧರ್ಮಪತ್ನಿ: bbox=[1402, 1540, 1441, 1551]
phone: (2481170) bbox=[1180, 599, 1241, 614]
film: --- bbox=[1268, 616, 1280, 630]
notice-title: ಸಕಲೇಶಪುರ ಮಾನ್ಯ ವ್ಯವಹಾರ ನ್ಯಾಯಾಧೀಶರ (ಹಿ.ಬಿ) ಮತ್ತು ಮೋಟಾರು ವಾಹನ ಪರಿಹಾರ ನ್ಯಾಯಾಧಿಕರಣ bbox=[1301, 1624, 1449, 1667]
paragraph bbox=[176, 646, 354, 650]
screen-label: ಸ್ಕ್ರೀನ್ 3 bbox=[1111, 903, 1165, 955]
grama-col1 bbox=[176, 1811, 354, 2200]
cinema-row bbox=[1111, 681, 1460, 698]
shows: 4 ಪ್ರದರ್ಶನ bbox=[1412, 665, 1458, 680]
pvr-schedule: ಫನ್ನೇಖಾನ್ (ಹಿಂ): ಬೆ.9.50ಕ್ಕೆ, ಮ.3.55ಕ್ಕೆ, ರಾ.10ಕ್ಕೆ. ಕಾರ್ವಾನ್ (ಹಿಂ): ಬೆ.10.20ಕ್ಕೆ, ಸಂ.7.20ಕ್ಕೆ, ಮುಲ್ಕ (ಹಿಂ): ಮ.3.40ಕ್ಕೆ, ರಾ.9.50ಕ್ಕೆ, ವಾಸು ನಾನ್ ಪಕ್ಕಾ ಕಮರ್ಷಿಯಲ್ (ಕ): ಸಂ.6.30ಕ್ಕೆ, ಕುಮಾರಿ 21ಎಫ್ (ಕ): ಮ.12.40ಕ್ಕೆ, ಕಥೆಯೊಂದು ಶುರುವಾಗಿದೆ (ಕ): ಸಂ.6.55ಕ್ಕೆ, ಗೂಢಚಾರಿ (ತೆ): ಮ.12.50ಕ್ಕೆ, ನಾಗರಹಾವು (ಕ): ಮ.2.45ಕ್ಕೆ. bbox=[1111, 1294, 1459, 1363]
cinema-row bbox=[1111, 465, 1460, 481]
shows: 4 ಪ್ರದರ್ಶನ bbox=[1412, 531, 1458, 546]
phone: (9900820093) bbox=[1180, 666, 1263, 680]
obituary-name: ರವಿಕುಮಾರ್.R bbox=[1305, 1572, 1365, 1585]
theatre-name: ಸ್ಕೈಲೈನ್ bbox=[1114, 615, 1144, 630]
film: ವಾಸು ನಾನ್ ಪಕ್ಕಾ ಕಮರ್ಷಿಯಲ್(ಕ) bbox=[1268, 398, 1407, 413]
paragraph: ಭಕ್ತಾದಿಗಳಿಗೆ ಯಾವುದೇ ತೊಂದರೆ ಯಾಗದಂತೆ ಶ್ರೀ ಕಂಠೇಶ್ವರಸ್ವಾಮಿ ದೇಗುಲದ ಕಾರ್ಯನಿರ್ವಾಹಕ ಅಧಿಕಾರಿ ಕುಮಾರಸ್ವಾಮಿ, ನಿರ್ವಾಹಕ ಅಧಿಕಾರಿ bbox=[361, 513, 537, 594]
film: ಕುಮಾರಿ 21F (ಕ) bbox=[1268, 648, 1342, 663]
phone: (2423554) bbox=[1180, 482, 1241, 497]
sargur-photo bbox=[176, 708, 532, 910]
paragraph: ಸರಗೂರು, ಆ. 3 (ನಾಗೇಶ್)– ನಂದಿನಿ ಹಾಲು ಅತ್ಯಮೂಲ್ಯ ಎಂದು ಮೈಮುಲ್ ಮಾರ್ಕೆಟಿಂಗ್ ಮೇನೇಜರ್ ಡಾ.ಎ.ಬಿ.ಲೋಕೇಶ್ ತಿಳಿಸಿದರು. bbox=[176, 983, 352, 1065]
nanjangud-body bbox=[743, 789, 1089, 1092]
screen-label: ಸ್ಕ್ರೀನ್ 2 bbox=[1111, 1082, 1165, 1134]
paragraph: ಗ್ರಾಮದ ದಲಿತ ಮಹಿಳೆ ಮನೆಯಲ್ಲಿ ಊಟ ಮಾಡಿ ಗ್ರಾಮಸ್ಥರ ಸಮಸ್ಯೆಗಳನ್ನು ಆಲಿಸಿದರು. ಕುಡಿಯುವ ನೀರು, ರಸ್ತೆ ಮತ್ತು ಚರಂಡಿ ಸೇರಿದಂತೆ ಮೂಲಸೌಕರ್ಯ ಕಲ್ಪಿಸುವ ಭರವಸೆ ನೀಡಿದರು. bbox=[176, 1950, 354, 2076]
sargur-caption: ಸರಗೂರು ಪಟ್ಟಣ ಲಯನ್ಸ್ ಶಾಲೆಯಲ್ಲಿ ನಡೆದ ನಂದಿನಿ ಹಾಲಿನ ಅರಿವು ಕಾರ್ಯಕ್ರಮವನ್ನು ಮೈಮುಲ್ ಮಾರ್ಕೆಟಿಂಗ್ ಮೇನೇಜರ್ ಡಾ.ಎ.ಬಿ.ಲೋಕೇಶ್ ಉದ್ಘಾಟಿಸಿದರು. ಡಾ.ಕುಮಾರ್, ತಾಲೂಕು ಮೈಮುಲ್ ನಿರ್ದೇಶಕ ಈರೇಗೌಡ, ಜಿಲ್ಲಾ ನಿರ್ದೇಶಕಿ ದ್ರಾಕ್ಷಾಯಿಣಿ, ಶಾಲಾ ಟ್ರಸ್ಟಿ ಬ್ರಹ್ಮದೇವಮ್ಮ, ಅಧ್ಯಕ್ಷ ಎಸ್.ಪಿ.ಪ್ರಸಾದ್, ಕಾರ್ಯದರ್ಶಿ ಎಸ್.ಎಸ್.ಪ್ರಭುಸ್ವಾಮಿ ಇತರರು ಹಾಜರಿದ್ದರು. bbox=[176, 916, 704, 961]
paragraph: ಹುಲ್ಲಹಳ್ಳಿ, ಆ.3(ಚನ್ನಸ್ವಾಮಿ)– ಹುಲ್ಲಹಳ್ಳಿ ಹೋಬಳಿ ಮಟ್ಟದ 2018–19 ಸಾಲಿನ ಕ್ರೀಡಾಕೂಟವನ್ನು ಹರದನಹಳ್ಳಿಯಲ್ಲಿ ನಡೆಸಲಾಯಿತು. ಹೋಬಳಿ ಮಟ್ಟದಲ್ಲಿ ನಡೆದ ಕ್ರೀಡೆಗಳಾದ ಥ್ರೋ ಬಾಲ್, ಖೋ ಖೋ, ಕಬಡ್ಡಿ ಹಾಗೂ ಅಥ್ಲೆಟಿಕ್ಸ್ ಸ್ಪರ್ಧೆಗಳಲ್ಲಿ ವಿದ್ಯಾರ್ಥಿಗಳು ಭಾಗವಹಿಸಿದ್ದರು. bbox=[1107, 1949, 1280, 2107]
notice-respondent: ಎದುರುದಾರರು: ಕೆ.ಎಸ್.ಆರ್.ಟಿ.ಸಿ ಮುಖ್ಯ ವ್ಯವಸ್ಥಾಪಕರು, ಡಿವಿಷನ್-1, ಕೆ.ಎಸ್.ಆರ್.ಟಿ.ಸಿ ಬಸ್ ಡಿಪೋ ಬಂಡೀಪಾಳ್ಯ, #37, 5ನೇ ಮುಖ್ಯರಸ್ತೆ, ಎಂ.ಬ್ಲಾಕ್, ಕುವೆಂಪುನಗರ, ಮೈಸೂರು. (ಕೆ.ಎ.09.ಎಫ್.ಎಫ್.1105ರ ಬಸ್ಸಿನ ಮಾಲೀಕರು) bbox=[1293, 1744, 1456, 1806]
cinema-row bbox=[1111, 364, 1460, 381]
obituary-photo bbox=[1291, 1435, 1380, 1570]
column-header: ಬೆಳಗಿನ ಪ್ರದರ್ಶನ bbox=[1412, 334, 1443, 360]
screen-label: ಸ್ಕ್ರೀನ್ 2 bbox=[1111, 851, 1165, 903]
paragraph: ಗ್ರಾಮ ವಾಸ್ತವ್ಯ ನಂತರ (ಆ.4) ಬೆಳಿಗ್ಗೆ ಸಚಿವರು ಜನ ಸಂಪರ್ಕ ಸಭೆ ನಡೆಸಲಿದ್ದಾರೆ. bbox=[909, 2040, 1094, 2078]
shows: 4 ಪ್ರದರ್ಶನ bbox=[1412, 465, 1458, 480]
solu-below-2 bbox=[917, 1420, 1094, 1529]
solu-photo bbox=[734, 1200, 1094, 1370]
cinema-row bbox=[1111, 531, 1460, 548]
phone: (2520490) bbox=[1180, 549, 1241, 564]
paragraph: ಕೆ.ಆರ್.ನಗರ, ಆ. 3(ಕೆಟಿಆರ್)– ಸೋಲು ಗೆಲುವು ಎರಡನ್ನು ಸಮಾನವಾಗಿ ಸ್ವೀಕರಿಸಿದ ವಿದ್ಯಾರ್ಥಿ ಮುಂದಿನ ದಿನಗಳಲ್ಲಿ ಯಶಸ್ವಿಯಾಗಿ ಉನ್ನತ ಸ್ಥಾನ ತಲುಪಲು ಸಾಧ್ಯ ಎಂದು ಪುರಸಭಾ ಅಧ್ಯಕ್ಷೆ ಹರ್ಷಲತಾ ಶ್ರೀಕಾಂತ್ ಹೇಳಿದರು. bbox=[539, 1167, 724, 1292]
obituary-line: ದುಃಖಿತಪ್ತರು bbox=[1401, 1519, 1442, 1530]
phone: (2520009) bbox=[1180, 682, 1241, 697]
cinema-listings bbox=[1107, 282, 1463, 725]
